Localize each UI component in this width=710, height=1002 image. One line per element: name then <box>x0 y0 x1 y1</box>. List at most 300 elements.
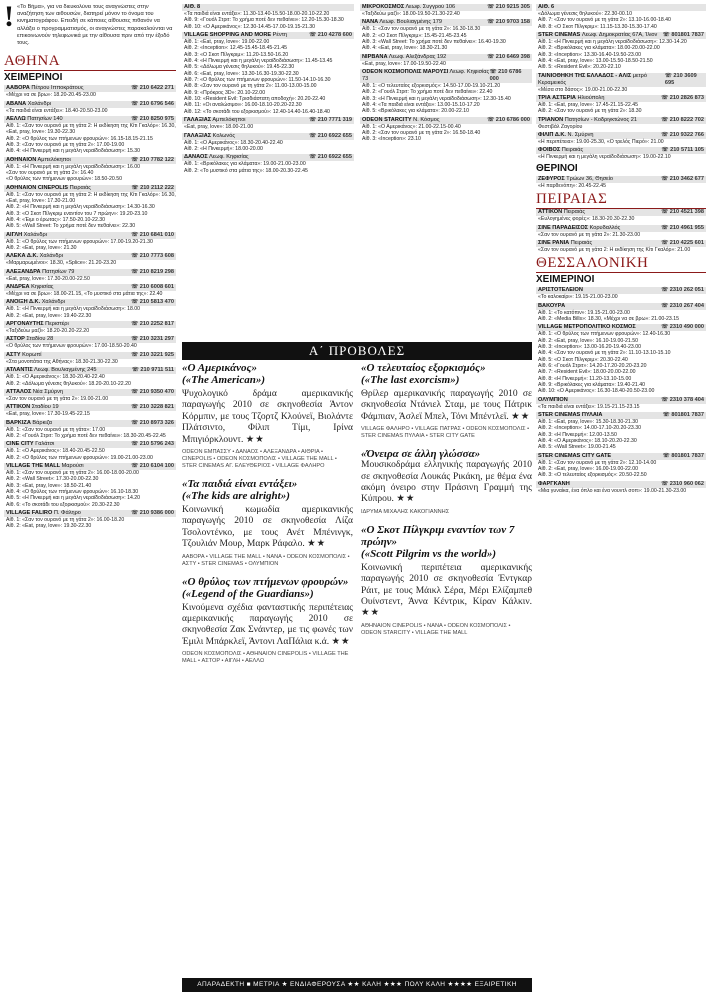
cinema-title <box>184 4 200 11</box>
cinema-phone: ☏ 210 7773 608 <box>131 253 174 260</box>
cinema-header <box>536 95 706 102</box>
cinema-entry <box>360 54 532 67</box>
cinema-header <box>536 73 706 87</box>
showtimes <box>536 331 706 394</box>
showtimes <box>4 306 176 319</box>
showtime-row: Αίθ. 1: «Σαν τον ουρανό με τη γάτα 2»: 16.30-18.30 <box>362 26 481 33</box>
showtime-row: «Η περιπέτεια»: 19.00-25.30, «Ο τρελός Πιερό»: 21.00 <box>538 139 664 146</box>
cinema-header <box>536 397 706 404</box>
showtimes <box>536 310 706 323</box>
showtime-row: Αίθ. 2: «Εat, pray, love»: 19.40-22.30 <box>6 312 92 319</box>
cinema-header <box>360 117 532 124</box>
cinema-list-athens <box>4 85 176 529</box>
cinema-header <box>4 101 176 108</box>
cinema-entry <box>4 101 176 114</box>
showtime-row: Αίθ. 1: «Ο θρύλος των πτήμενων φρουρών»: 12.40-16.30 <box>538 331 671 338</box>
cinema-title <box>538 95 604 102</box>
cinema-address: μετρό Κεραμεικός <box>538 72 647 86</box>
showtime-row: Αίθ. 4: «Σαν τον ουρανό με τη γάτα 2»: 11.10-13.10-15.10 <box>538 350 671 357</box>
cinema-entry <box>4 185 176 230</box>
showtime-row: «Η Πινκερμή και η μεγάλη νεραϊδοδιάσωση»: 19.00-22.10 <box>538 154 671 161</box>
cinema-title <box>538 117 637 124</box>
cinema-entry <box>182 4 354 30</box>
cinema-name: ΑΣΤΟΡ <box>6 336 25 343</box>
cinema-phone: ☏ 210 8219 298 <box>131 268 174 275</box>
showtimes <box>536 139 706 145</box>
showtime-row: Αίθ. 2: «Ο θρύλος των πτήμενων φρουρών»: 19.00-21.00-23.00 <box>6 454 153 461</box>
showtime-row: Αίθ. 3: «Ο Σκοτ Πίλγκριμ εναντίον του 7 πρώην»: 19.20-23.10 <box>6 210 148 217</box>
cinema-name: ΑΘΗΝΑΙΟΝ <box>6 156 37 163</box>
cinema-header <box>182 32 354 39</box>
showtime-row: Αίθ. 2: «Εat, pray, love»: 16.10-19.00-21.50 <box>538 337 638 344</box>
showtimes <box>360 83 532 115</box>
cinema-name: ΑΛΕΚΑ Δ.Κ. <box>6 253 39 260</box>
showtimes <box>536 124 706 130</box>
showtime-row: Αίθ. 3: «Inception»: 13.00-16.20-19.40-23.00 <box>538 343 641 350</box>
showtime-row: Αίθ. 2: «Inception»: 14.00-17.10-20.20-23.30 <box>538 425 641 432</box>
showtime-row: «Τα παιδιά είναι εντάξει»: 19.15-21.15-23.15 <box>538 403 640 410</box>
cinema-name: ΑΡΙΣΤΟΤΕΛΕΙΟΝ <box>538 287 583 294</box>
cinema-phone: ☏ 210 6104 100 <box>131 462 174 469</box>
cinema-address: Αμπελόκηποι <box>36 156 71 163</box>
cinema-name: ΤΑΙΝΙΟΘΗΚΗ ΤΗΣ ΕΛΛΑΔΟΣ - ΑΛΙΣ <box>538 72 632 79</box>
cinema-name: ΜΙΚΡΟΚΟΣΜΟΣ <box>362 4 405 10</box>
showtime-row: Αίθ. 7: «Σαν τον ουρανό με τη γάτα 2»: 13.10-16.00-18.40 <box>538 17 671 24</box>
showtime-row: Αίθ. 1: «Εat, pray, love»: 15.30-18.30-21.30 <box>538 419 638 425</box>
showtime-row: Αίθ. 1: «Εat, pray, love»: 19.00-22.00 <box>184 39 270 46</box>
showtime-row: Φεστιβάλ Ζαγορίου <box>538 123 583 130</box>
showtime-row: Αίθ. 3: «Η Πινκερμή»: 12.00-13.50 <box>538 431 617 438</box>
showtimes <box>536 102 706 115</box>
showtimes <box>536 11 706 30</box>
showtimes <box>4 396 176 402</box>
showtime-row: «Εat, pray, love»: 17.30-20.00-22.50 <box>6 275 90 282</box>
cinema-header <box>536 4 706 11</box>
cinema-title <box>538 412 602 419</box>
exclamation-icon: ! <box>4 4 14 33</box>
showtimes <box>4 328 176 334</box>
cinema-entry <box>4 269 176 282</box>
film-title: «Ο τελευταίος εξορκισμός» <box>361 362 486 374</box>
showtime-row: Αίθ. 4: «Τα παιδιά είναι εντάξει»: 13.00-15.10-17.20 <box>362 102 480 109</box>
cinema-name: ΑΙΘ. 8 <box>184 4 201 10</box>
cinema-list-col4 <box>536 4 706 161</box>
showtimes <box>360 11 532 17</box>
showtime-row: «Μέσα στο δάσος»: 19.00-21.00-22.30 <box>538 86 628 93</box>
column-4 <box>536 4 706 998</box>
section-summer: ΘΕΡΙΝΟΙ <box>536 162 578 174</box>
cinema-header <box>360 69 532 83</box>
showtimes <box>536 232 706 238</box>
showtime-row: Αίθ. 2: «Βρικόλακες για κλάματα»: 18.00-20.00-22.00 <box>538 45 660 52</box>
cinema-phone: ☏ 210 5711 105 <box>661 147 704 154</box>
cinema-entry <box>536 32 706 71</box>
showtime-row: Αίθ. 2: «Ο θρύλος των πτήμενων φρουρών»: 16.15-18.15-21.15 <box>6 135 153 142</box>
cinema-header <box>536 117 706 124</box>
showtimes <box>536 488 706 494</box>
cinema-list-summer <box>536 176 706 189</box>
cinema-name: ΤΡΙΑΝΟΝ <box>538 116 564 123</box>
cinema-list-piraeus <box>536 209 706 253</box>
showtime-row: «Εat, pray, love»: 17.00-19.50-22.40 <box>362 60 446 67</box>
cinema-name: ΔΑΝΑΟΣ <box>184 154 208 161</box>
showtime-row: «Ταξιδεύω μαζί»: 18.20-20.20-22.20 <box>6 328 90 335</box>
cinema-address: Αμπελόκηποι <box>211 117 246 124</box>
showtimes <box>182 161 354 174</box>
showtime-row: Αίθ. 1: «Η Πινκερμή και η μεγάλη νεραϊδοδιάσωση»: 16.00 <box>6 163 141 170</box>
film-description: Θρίλερ αμερικανικής παραγωγής 2010 σε σκηνοθεσία Ντάνιελ Σταμ, με τους Πάτρικ Φάμπιαν, Άσλεϊ Μπελ, Τόνι Μπέντλεϊ. ★★ <box>361 389 532 422</box>
showtimes <box>536 460 706 479</box>
showtime-row: Αίθ. 1: «Η Πινκερμή και η μεγάλη νεραϊδοδιάσωση»: 18.00 <box>6 306 141 313</box>
premiere-film <box>182 478 353 568</box>
cinema-entry <box>4 441 176 461</box>
cinema-list-col2 <box>182 4 354 174</box>
cinema-header <box>182 117 354 124</box>
film-venues: VILLAGE ΦΑΛΗΡΟ • VILLAGE ΠΑΤΡΑΣ • ODEON ΚΟΣΜΟΠΟΛΙΣ • STER CINEMAS ΠΥΛΑΙΑ • STER CITY GATE <box>361 426 530 440</box>
film-original-title: («The American») <box>182 374 265 386</box>
cinema-title <box>6 510 81 517</box>
cinema-name: ΓΑΛΑΞΙΑΣ <box>184 132 212 139</box>
showtime-row: «Σαν τον ουρανό με τη γάτα 2»: 19.00-21.00 <box>6 395 109 402</box>
cinema-name: ΣΙΝΕ ΠΑΡΑΔΕΙΣΟΣ <box>538 224 589 231</box>
showtimes <box>536 419 706 451</box>
cinema-phone: ☏ 210 2252 817 <box>131 321 174 328</box>
cinema-header <box>182 4 354 11</box>
cinema-phone: ☏ 210 8250 975 <box>131 115 174 122</box>
showtime-row: «Μέχρι να σε βρω»: 18.20-20.45-23.00 <box>6 92 96 99</box>
cinema-address: Πατησίων 140 <box>25 115 63 122</box>
cinema-entry <box>4 157 176 183</box>
cinema-address: Λεωφ. Δημοκρατίας 67Α, Ίλιον <box>580 32 658 39</box>
cinema-header <box>4 510 176 517</box>
cinema-phone: ☏ 210 3609 695 <box>664 72 697 86</box>
cinema-entry <box>182 32 354 115</box>
cinema-phone: ☏ 210 3231 297 <box>131 336 174 343</box>
showtime-row: Αίθ. 4: «Η Πινκερμή και η μεγάλη νεραϊδοδιάσωση»: 15.30 <box>6 148 141 155</box>
film-venues: ODEON ΕΜΠΑΣΣΥ • ΔΑΝΑΟΣ • ΑΛΕΞΑΝΔΡΑ • ΑΙΘΡΙΑ • CINEPOLIS • ODEON ΚΟΣΜΟΠΟΛΙΣ • VILLAGE THE MALL • STER CINEMAS ΑΓ. ΕΛΕΥΘΕΡΙΟΣ • VILLAGE ΦΑΛΗΡΟ <box>182 449 337 470</box>
showtime-row: Αίθ. 2: «Σαν τον ουρανό με τη γάτα 2»: 16.50-18.40 <box>362 130 481 137</box>
cinema-entry <box>182 154 354 174</box>
cinema-phone: ☏ 210 9711 511 <box>131 367 174 374</box>
showtime-row: Αίθ. 3: «Η Πινκερμή και η μεγάλη νεραϊδοδιάσωση»: 12.30-15.40 <box>362 95 511 102</box>
city-heading-piraeus: ΠΕΙΡΑΙΑΣ <box>536 191 706 209</box>
showtime-row: «Ο θρύλος των πτήμενων φρουρών»: 17.00-18.50-20.40 <box>6 343 137 350</box>
cinema-header <box>536 176 706 183</box>
cinema-header <box>4 269 176 276</box>
showtime-row: «Σαν τον ουρανό με τη γάτα 2»: 16.40 <box>6 169 94 176</box>
cinema-name: ΟΛΥΜΠΙΟΝ <box>538 396 568 403</box>
cinema-address: Λεωφ. Συγγρού 106 <box>404 4 456 10</box>
showtime-row: Αίθ. 6: «Εat, pray, love»: 13.30-16.30-19.30-22.30 <box>184 70 299 77</box>
showtime-row: «Εat, pray, love»: 18.00-21.00 <box>184 124 254 131</box>
cinema-title <box>6 116 63 123</box>
cinema-entry <box>536 412 706 451</box>
cinema-entry <box>536 209 706 222</box>
showtimes <box>4 470 176 508</box>
cinema-name: ΑΘΗΝΑΙΟΝ CINEPOLIS <box>6 184 69 191</box>
cinema-address: Χαλάνδρι <box>38 253 63 260</box>
showtimes <box>536 87 706 93</box>
cinema-entry <box>4 404 176 417</box>
showtimes <box>536 154 706 160</box>
showtime-row: Αίθ. 2: «Σαν τον ουρανό με τη γάτα 2»: 18.30 <box>538 108 642 115</box>
cinema-entry <box>4 336 176 349</box>
cinema-name: ΑΑΒΟΡΑ <box>6 85 30 92</box>
cinema-title <box>362 69 490 83</box>
cinema-title <box>362 117 440 124</box>
cinema-address: Π. Φάληρο <box>52 509 81 516</box>
cinema-title <box>6 321 69 328</box>
cinema-name: ΑΤΤΙΚΟΝ <box>538 209 563 216</box>
cinema-name: ΑΡΓΟΝΑΥΤΗΣ <box>6 321 44 328</box>
showtime-row: Αίθ. 4: «Έιμι ο έρωτας»: 17.50-20.10-22.30 <box>6 217 106 224</box>
cinema-header <box>4 185 176 192</box>
film-rating-stars: ★★ <box>361 608 381 619</box>
cinema-address: Πειραιάς <box>562 209 586 216</box>
cinema-title <box>538 481 570 488</box>
cinema-phone: ☏ 210 4521 398 <box>661 209 704 216</box>
showtimes <box>4 92 176 98</box>
cinema-name: ΒΑΚΟΥΡΑ <box>538 302 566 309</box>
film-venues: ΑΑΒΟΡΑ • VILLAGE THE MALL • ΝΑΝΑ • ODEON ΚΟΣΜΟΠΟΛΙΣ • ΑΣΤΥ • STER CINEMAS • ΟΛΥΜΠΙΟΝ <box>182 553 350 567</box>
film-rating-stars: ★★ <box>245 434 265 445</box>
showtime-row: Αίθ. 10: «Ο Αμερικάνος»: 16.30-18.40-20.50-23.00 <box>538 388 655 395</box>
cinema-entry <box>536 225 706 238</box>
showtime-row: «Σαν τον ουρανό με τη γάτα 2»: 21.30-23.00 <box>538 231 641 238</box>
cinema-title <box>538 453 611 460</box>
premiere-film <box>182 576 353 666</box>
showtimes <box>4 517 176 530</box>
showtime-row: Αίθ. 6: «Γουόλ Στριτ»: 14.20-17.20-20.20-23.20 <box>538 362 647 369</box>
film-rating-stars: ★★ <box>331 636 351 647</box>
showtimes <box>536 183 706 189</box>
cinema-header <box>4 420 176 427</box>
cinema-title <box>184 117 246 124</box>
city-heading-athens: ΑΘΗΝΑ <box>4 53 176 71</box>
showtime-row: Αίθ. 2: «Inception»: 12.45-15.45-18.45-21.45 <box>184 45 287 52</box>
cinema-header <box>4 321 176 328</box>
film-rating-stars: ★★ <box>396 494 416 505</box>
cinema-name: ΑΤΤΙΚΟΝ <box>6 404 31 411</box>
cinema-name: ΑΝΟΙΞΗ Δ.Κ. <box>6 299 41 306</box>
showtimes <box>536 247 706 253</box>
cinema-name: ODEON STARCITY <box>362 116 412 123</box>
showtime-row: Αίθ. 3: «Wall Street: Το χρήμα ποτέ δεν πεθαίνει»: 16.40-19.30 <box>362 39 506 46</box>
premiere-film <box>182 362 353 470</box>
cinema-phone: ☏ 210 5813 470 <box>131 299 174 306</box>
cinema-entry <box>182 133 354 153</box>
cinema-header <box>536 481 706 488</box>
film-description: Κοινωνική περιπέτεια αμερικανικής παραγωγής 2010 σε σκηνοθεσία Έντγκαρ Ράιτ, με τους Μάικλ Σέρα, Μέρι Ελίζαμπεθ Ουίνστεντ, Άννα Κέντρικ, Κίραν Κάλκιν. ★★ <box>361 562 532 619</box>
cinema-entry <box>536 176 706 189</box>
cinema-entry <box>360 69 532 115</box>
cinema-entry <box>4 463 176 508</box>
showtime-row: Αίθ. 3: «Inception»: 23.10 <box>362 136 421 143</box>
cinema-address: Βάρκιζα <box>30 419 52 426</box>
cinema-phone: ☏ 210 6786 000 <box>489 69 522 83</box>
cinema-phone: ☏ 801801 7837 <box>662 412 704 418</box>
showtimes <box>4 192 176 230</box>
cinema-phone: ☏ 210 6922 655 <box>309 154 352 161</box>
showtime-row: Αίθ. 7: «Ο θρύλος των πτήμενων φρουρών»: 11.50-14.10-16.30 <box>184 77 331 84</box>
cinema-name: ΑΒΑΝΑ <box>6 100 27 107</box>
showtime-row: Αίθ. 7: «Resident Evil»: 18.00-20.00-22.00 <box>538 369 636 376</box>
cinema-address: Κηφισίας <box>29 284 54 291</box>
showtime-row: Αίθ. 12: «Το σκοτάδι του εξορκισμού»: 12.40-14.40-16.40-18.40 <box>184 108 330 115</box>
film-rating-stars: ★★ <box>511 411 531 422</box>
cinema-phone: ☏ 210 8222 702 <box>661 116 704 123</box>
cinema-header <box>182 133 354 140</box>
showtimes <box>4 343 176 349</box>
intro-text: «Το Βήμα», για να διευκολύνει τους αναγνώστες στην αναζήτηση των αιθουσών, διατηρεί μόνον το όνομα του κινηματογράφου. Επειδή σε κάποιες αίθουσες πιθανόν να αλλάξει ο προγραμματισμός, οι αναγνώστες παρακαλούνται να επικοινωνούν τηλεφωνικά με την αίθουσα πριν από την έξοδό τους. <box>17 4 173 47</box>
cinema-entry <box>4 321 176 334</box>
cinema-entry <box>4 389 176 402</box>
showtime-row: Αίθ. 2: «Η Πινκερμή και η μεγάλη νεραϊδοδιάσωση»: 14.30-16.30 <box>6 204 155 211</box>
film-title: «Ο Αμερικάνος» <box>182 362 257 374</box>
cinema-entry <box>4 116 176 155</box>
cinema-name: ΤΡΙΑ ΑΣΤΕΡΙΑ <box>538 95 576 102</box>
showtime-row: Αίθ. 3: «Σαν τον ουρανό με τη γάτα 2»: 17.00-19.00 <box>6 141 125 148</box>
cinema-title <box>6 157 71 164</box>
cinema-entry <box>4 352 176 365</box>
cinema-name: ΦΑΡΓΚΑΝΗ <box>538 480 570 487</box>
cinema-entry <box>536 240 706 253</box>
cinema-address: Σταδίου 19 <box>30 404 59 411</box>
cinema-phone: ☏ 2310 960 062 <box>661 480 704 487</box>
film-rating-stars: ★★ <box>307 539 327 550</box>
cinema-header <box>4 232 176 239</box>
cinema-header <box>536 225 706 232</box>
cinema-title <box>538 303 565 310</box>
city-heading-thessaloniki: ΘΕΣΣΑΛΟΝΙΚΗ <box>536 255 706 273</box>
showtime-row: Αίθ. 1: «Ο Αμερικάνος»: 18.40-20.45-22.50 <box>6 448 105 455</box>
cinema-title <box>184 32 287 39</box>
cinema-entry <box>536 453 706 479</box>
cinema-address: Κολωνός <box>211 132 236 139</box>
cinema-title <box>6 404 59 411</box>
cinema-phone: ☏ 210 5796 243 <box>131 441 174 448</box>
cinema-name: ΖΕΦΥΡΟΣ <box>538 175 565 182</box>
cinema-entry <box>360 4 532 17</box>
cinema-entry <box>360 117 532 143</box>
showtime-row: Αίθ. 1: «Ο Αμερικάνος»: 21.00-22.15-00.40 <box>362 123 461 130</box>
showtime-row: Αίθ. 2: «Media Bills»: 18.30, «Μέχρι να σε βρω»: 21.00-23.15 <box>538 315 679 322</box>
premiere-film <box>361 448 532 516</box>
cinema-phone: ☏ 2310 378 404 <box>661 396 704 403</box>
film-title: «Τα παιδιά είναι εντάξει» <box>182 478 298 491</box>
cinema-address: Κορωπί <box>20 351 42 358</box>
cinema-name: ΝΑΝΑ <box>362 19 379 26</box>
cinema-phone: ☏ 210 2112 222 <box>131 184 174 191</box>
cinema-address: Πειραιάς <box>68 184 91 191</box>
cinema-header <box>360 54 532 61</box>
premieres-section <box>182 362 532 974</box>
cinema-title <box>362 54 446 61</box>
cinema-address: Κορυδαλλός <box>588 224 621 231</box>
showtimes <box>536 404 706 410</box>
cinema-phone: ☏ 210 9322 766 <box>661 132 704 139</box>
showtime-row: Αίθ. 8: «Ο Σκοτ Πίλγκριμ»: 11.15-13.30-15.30-17.40 <box>538 23 657 30</box>
showtime-row: Αίθ. 1: «Ο Αμερικάνος»: 18.30-20.40-22.40 <box>6 374 105 381</box>
showtime-row: Αίθ. 11: «Οι αναλώσιμοι»: 16.00-18.10-20.20-22.30 <box>184 102 302 109</box>
showtime-row: Αίθ. 1: «Η Πινκερμή και η μεγάλη νεραϊδοδιάσωση»: 12.30-14.20 <box>538 39 687 46</box>
cinema-list-col3 <box>360 4 532 143</box>
showtime-row: Αίθ. 1: «Σαν τον ουρανό με τη γάτα 2: Η εκδίκηση της Κίτι Γκαλόρ»: 16.30, «Εat, pray, love»: 19.30-22.30 <box>6 122 176 136</box>
showtime-row: Αίθ. 9: «Πρόκρος 3D»: 20.10-22.00 <box>184 89 266 96</box>
cinema-title <box>6 232 47 239</box>
showtime-row: Αίθ. 1: «Ο θρύλος των πτήμενων φρουρών»: 17.00-19.20-21.30 <box>6 238 153 245</box>
showtime-row: Αίθ. 1: «Σαν τον ουρανό με τη γάτα 2: Η εκδίκηση της Κίτι Γκαλόρ»: 16.30, «Εat, pray, love»: 17.30-21.00 <box>6 191 176 204</box>
cinema-address: Πέτρου Ιπποκράτους <box>29 85 84 92</box>
cinema-name: STER CINEMAS <box>538 32 581 39</box>
cinema-header <box>4 157 176 164</box>
cinema-title <box>6 463 84 470</box>
showtimes <box>4 108 176 114</box>
showtimes <box>360 26 532 51</box>
cinema-entry <box>536 4 706 30</box>
premieres-column-left <box>182 362 353 974</box>
showtime-row: Αίθ. 1: «To κατόπιν»: 19.15-21.00-23.00 <box>538 309 630 316</box>
showtimes <box>4 239 176 252</box>
cinema-name: ΝΙΡΒΑΝΑ <box>362 53 388 60</box>
cinema-title <box>6 101 51 108</box>
showtime-row: «Μαρμαρωμένοι»: 18.30, «Splice»: 21.20-23.20 <box>6 260 117 267</box>
showtime-row: Αίθ. 5: «Wall Street»: 19.00-21.45 <box>538 444 616 451</box>
cinema-entry <box>4 284 176 297</box>
showtime-row: «Ευλογημένες φορές»: 18.30-20.30-22.30 <box>538 216 635 223</box>
cinema-header <box>4 352 176 359</box>
cinema-address: Λεωφ. Κηφισίας <box>207 154 249 161</box>
cinema-entry <box>536 117 706 130</box>
showtime-row: Αίθ. 10: «Resident Evil: Τρισδιάστατη αποδοχή»: 20.20-22.40 <box>184 96 326 103</box>
showtime-row: Αίθ. 10: «Ο Αμερικάνος»: 12.30-14.45-17.00-19.15-21.30 <box>184 23 316 30</box>
cinema-entry <box>536 481 706 494</box>
cinema-phone: ☏ 210 8973 326 <box>131 419 174 426</box>
cinema-address: Νέα Σμύρνη <box>31 388 64 395</box>
cinema-phone: ☏ 210 6469 398 <box>487 53 530 60</box>
showtimes <box>4 260 176 266</box>
cinema-name: ΑΣΤΥ <box>6 351 21 358</box>
cinema-address: Χαλάνδρι <box>40 299 65 306</box>
showtime-row: Αίθ. 9: «Βρικόλακες για κλάματα»: 19.40-21.40 <box>538 381 645 388</box>
cinema-title <box>538 225 620 232</box>
cinema-header <box>536 303 706 310</box>
film-title: «Ο Σκοτ Πίλγκριμ εναντίον των 7 πρώην» <box>361 523 515 548</box>
cinema-address: Λεωφ. Βουλιαγμένης 179 <box>378 19 442 26</box>
showtime-row: Αίθ. 2: «Δόλωμα γένεσις θηλυκού»: 18.20-20.10-22.20 <box>6 380 131 387</box>
showtime-row: Αίθ. 8: «Σαν τον ουρανό με τη γάτα 2»: 11.00-13.00-15.00 <box>184 83 317 90</box>
cinema-entry <box>536 132 706 145</box>
column-1 <box>4 4 176 998</box>
section-winter: ΧΕΙΜΕΡΙΝΟΙ <box>4 72 63 84</box>
cinema-phone: ☏ 210 3221 925 <box>131 351 174 358</box>
showtime-row: Αίθ. 3: «Εat, pray, love»: 18.50-21.40 <box>6 482 92 489</box>
film-description: Μουσικοδράμα ελληνικής παραγωγής 2010 σε σκηνοθεσία Λουκάς Ρικάκη, με θέμα ένα ακόμη όνειρο στην Πράσινη Γραμμή της Κύπρου. ★★ <box>361 460 532 505</box>
cinema-entry <box>4 299 176 319</box>
cinema-address: Πειραιάς <box>560 147 584 154</box>
cinema-entry <box>536 147 706 160</box>
cinema-title <box>362 4 455 11</box>
showtimes <box>360 61 532 67</box>
cinema-phone: ☏ 210 7771 319 <box>309 117 352 124</box>
cinema-entry <box>536 397 706 410</box>
cinema-phone: ☏ 2310 267 404 <box>661 302 704 309</box>
cinema-address: Πειραιάς <box>569 239 593 246</box>
cinema-title <box>6 185 91 192</box>
cinema-header <box>360 4 532 11</box>
showtimes <box>4 448 176 461</box>
cinema-title <box>538 73 665 87</box>
